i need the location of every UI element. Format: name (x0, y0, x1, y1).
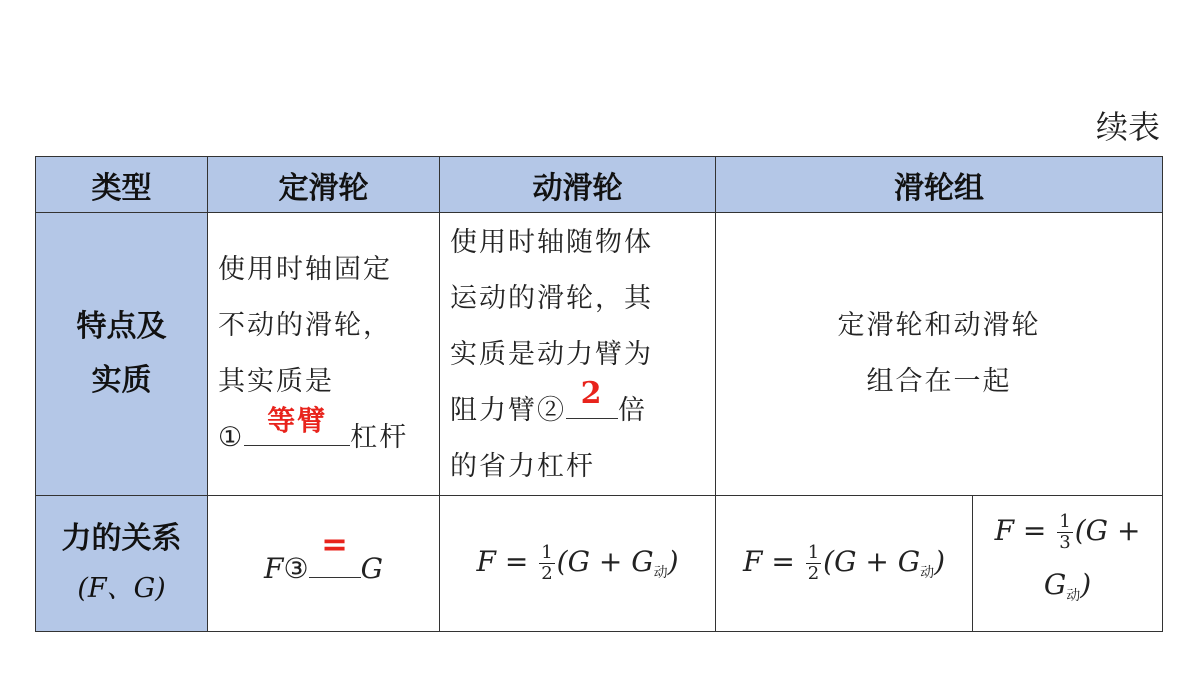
answer-2: 2 (580, 376, 604, 411)
fill-blank-1 (244, 404, 350, 446)
row-label-line1: 特点及 (76, 309, 167, 344)
combo-b-rhs: (G + (1074, 514, 1141, 547)
combo-line-1: 定滑轮和动滑轮 (837, 310, 1041, 341)
movable-pulley-characteristics (440, 213, 716, 496)
force-label-line1: 力的关系 (61, 520, 182, 556)
answer-3: = (321, 524, 348, 563)
combo-b-g: G (1043, 568, 1067, 601)
movable-rhs: (G + G (556, 545, 654, 578)
movable-suffix: 倍 (618, 395, 647, 426)
combo-b-sub: 动 (1066, 588, 1081, 604)
header-row (36, 157, 1163, 213)
combo-b-lhs: F = (994, 514, 1047, 547)
movable-line-3: 实质是动力臂为 (450, 339, 653, 370)
fixed-line-3: 其实质是 (218, 366, 334, 397)
fixed-force-f: F (264, 551, 284, 585)
combo-line-2: 组合在一起 (866, 366, 1012, 397)
frac-den-b: 2 (807, 563, 820, 584)
frac-num: 1 (541, 542, 553, 563)
header-pulley-block: 滑轮组 (716, 157, 1163, 213)
fraction-half (539, 543, 554, 584)
force-label-line2: (F、G) (77, 572, 166, 604)
row-label-characteristics (36, 213, 208, 496)
frac-den-c: 3 (1059, 532, 1071, 553)
movable-line-1: 使用时轴随物体 (450, 227, 653, 258)
fixed-pulley-characteristics (208, 213, 440, 496)
frac-num-c: 1 (1059, 511, 1071, 532)
combo-a-rhs: (G + G (823, 545, 921, 578)
fill-blank-2 (566, 376, 618, 419)
fixed-pulley-force (208, 496, 440, 632)
row-force-relation (36, 496, 1163, 632)
answer-1: 等臂 (267, 404, 328, 437)
movable-lhs: F = (476, 545, 529, 578)
header-movable-pulley: 动滑轮 (440, 157, 716, 213)
fill-blank-3 (309, 524, 361, 578)
header-type: 类型 (36, 157, 208, 213)
table-caption: 续表 (1095, 108, 1160, 146)
movable-sub: 动 (653, 565, 668, 581)
fraction-third (1057, 512, 1072, 553)
pulley-block-force-a (716, 496, 973, 632)
fixed-line-2: 不动的滑轮， (218, 310, 392, 341)
fixed-line-4 (218, 404, 439, 466)
movable-prefix: 阻力臂② (450, 395, 566, 426)
fixed-line-1: 使用时轴固定 (218, 254, 392, 285)
row-characteristics (36, 213, 1163, 496)
fixed-force-g: G (360, 551, 383, 585)
pulley-block-force-b (973, 496, 1163, 632)
combo-a-lhs: F = (742, 545, 795, 578)
combo-a-close: ) (934, 545, 945, 578)
combo-b-line2 (973, 558, 1162, 623)
frac-den: 2 (541, 563, 553, 584)
combo-b-line1 (973, 504, 1162, 558)
pulley-block-characteristics (716, 213, 1163, 496)
movable-close: ) (667, 545, 679, 578)
header-fixed-pulley: 定滑轮 (208, 157, 440, 213)
row-label-line2: 实质 (91, 363, 152, 398)
pulley-table (35, 156, 1163, 632)
blank-number-1: ① (218, 422, 245, 453)
fraction-half-b (806, 543, 821, 584)
movable-line-2: 运动的滑轮，其 (450, 283, 653, 314)
fixed-suffix: 杠杆 (350, 422, 409, 453)
frac-num-b: 1 (807, 542, 820, 563)
blank-number-3: ③ (283, 551, 309, 585)
row-label-force (36, 496, 208, 632)
movable-line-5: 的省力杠杆 (450, 451, 595, 482)
combo-a-sub: 动 (920, 565, 935, 581)
combo-b-close: ) (1080, 568, 1092, 601)
movable-pulley-force (440, 496, 716, 632)
movable-line-4 (450, 376, 715, 439)
